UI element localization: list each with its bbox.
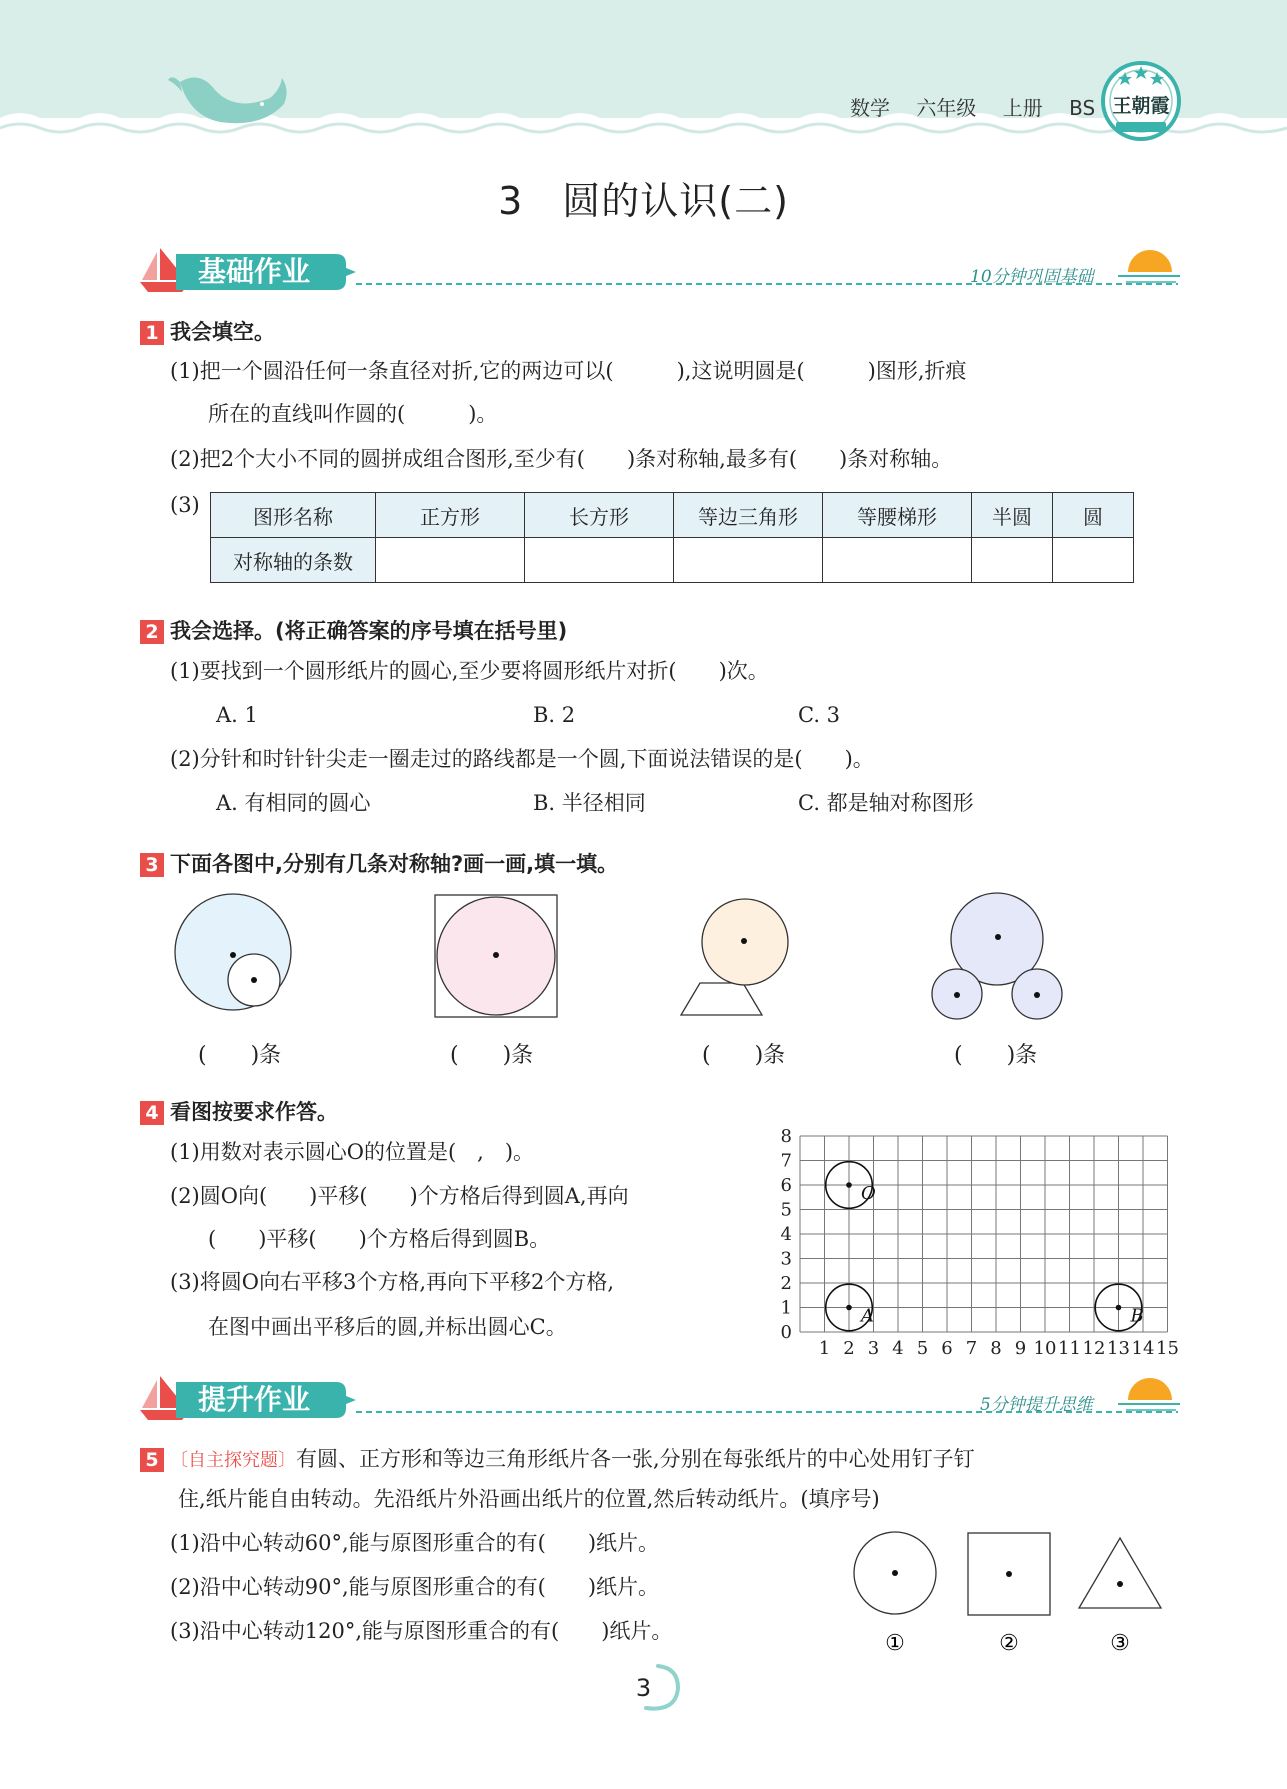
shape-square <box>968 1533 1050 1615</box>
y-tick-label: 4 <box>780 1224 792 1245</box>
table-header-axis-count: 对称轴的条数 <box>211 538 376 583</box>
shape-label: ② <box>999 1631 1019 1656</box>
q4-part1: (1)用数对表示圆心O的位置是( , )。 <box>170 1140 535 1164</box>
x-tick-label: 10 <box>1033 1338 1057 1359</box>
table-cell-shape: 等腰梯形 <box>823 493 972 538</box>
q1-part1b: 所在的直线叫作圆的( )。 <box>208 402 498 426</box>
x-tick-label: 8 <box>990 1338 1002 1359</box>
q3-caption: ( )条 <box>198 1043 282 1068</box>
answer-cell[interactable] <box>674 538 823 583</box>
q5-number: 5 <box>140 1448 164 1472</box>
page-title: 3 圆的认识(二) <box>498 179 789 223</box>
x-tick-label: 15 <box>1156 1338 1179 1359</box>
table-row <box>211 538 1134 583</box>
y-tick-label: 1 <box>780 1297 792 1319</box>
q2-part2-option-b: B. 半径相同 <box>533 791 646 815</box>
circle-center-A <box>846 1305 852 1311</box>
q5-tag: 〔自主探究题〕 <box>170 1450 296 1471</box>
header-band <box>0 0 1287 150</box>
x-tick-label: 9 <box>1014 1338 1027 1359</box>
figure-circle-in-square <box>435 895 557 1017</box>
circle-label-B: B <box>1130 1305 1144 1327</box>
q4-part2a: (2)圆O向( )平移( )个方格后得到圆A,再向 <box>170 1184 629 1208</box>
subject-label: 数学 <box>850 96 890 120</box>
figure-circle-on-trapezoid <box>681 899 788 1015</box>
q4-part3b: 在图中画出平移后的圆,并标出圆心C。 <box>208 1315 567 1339</box>
q3-caption: ( )条 <box>954 1043 1038 1068</box>
q5-shapes <box>848 1528 1168 1668</box>
answer-cell[interactable] <box>376 538 525 583</box>
edition-label: BS <box>1069 96 1096 120</box>
q3-heading <box>140 848 618 878</box>
q5-title-b: 住,纸片能自由转动。先沿纸片外沿画出纸片的位置,然后转动纸片。(填序号) <box>178 1487 880 1511</box>
table-cell-shape: 正方形 <box>376 493 525 538</box>
q1-part1a: (1)把一个圆沿任何一条直径对折,它的两边可以( ),这说明圆是( )图形,折痕 <box>170 359 967 383</box>
circle-label-O: O <box>861 1183 876 1204</box>
y-tick-label: 2 <box>780 1273 792 1294</box>
q4-part2b: ( )平移( )个方格后得到圆B。 <box>208 1227 551 1251</box>
coordinate-grid[interactable] <box>770 1120 1190 1360</box>
x-tick-label: 11 <box>1058 1338 1081 1359</box>
q1-number: 1 <box>140 321 164 345</box>
q1-title: 我会填空。 <box>170 320 275 344</box>
q5-part3: (3)沿中心转动120°,能与原图形重合的有( )纸片。 <box>170 1619 673 1643</box>
x-tick-label: 12 <box>1082 1338 1106 1359</box>
table-row <box>211 493 1134 538</box>
section-note-advanced: 5分钟提升思维 <box>980 1395 1093 1415</box>
q3-title: 下面各图中,分别有几条对称轴?画一画,填一填。 <box>170 852 619 876</box>
y-tick-label: 6 <box>780 1175 792 1196</box>
symmetry-table <box>210 492 1134 583</box>
q3-caption: ( )条 <box>702 1043 786 1068</box>
volume-label: 上册 <box>1002 96 1043 120</box>
answer-cell[interactable] <box>1053 538 1134 583</box>
q1-part2: (2)把2个大小不同的圆拼成组合图形,至少有( )条对称轴,最多有( )条对称轴。 <box>170 447 953 471</box>
q2-part1-option-b: B. 2 <box>533 703 576 727</box>
shape-triangle <box>1079 1538 1161 1608</box>
y-tick-label: 7 <box>780 1150 792 1172</box>
table-header-shape-name: 图形名称 <box>211 493 376 538</box>
brand-text: 王朝霞 <box>1112 95 1170 117</box>
q3-figures <box>160 885 1100 1025</box>
figure-nested-circles <box>175 894 291 1010</box>
answer-cell[interactable] <box>972 538 1053 583</box>
x-tick-label: 5 <box>916 1338 929 1359</box>
y-tick-label: 8 <box>780 1126 792 1147</box>
q2-part1-option-c: C. 3 <box>798 703 841 727</box>
circle-label-A: A <box>861 1305 874 1327</box>
q4-part3a: (3)将圆O向右平移3个方格,再向下平移2个方格, <box>170 1270 615 1294</box>
y-tick-label: 5 <box>780 1199 792 1221</box>
q1-part3-label: (3) <box>170 493 200 517</box>
section-label-advanced: 提升作业 <box>198 1383 311 1416</box>
figure-three-circles <box>932 893 1062 1019</box>
x-tick-label: 7 <box>965 1338 978 1359</box>
circle-center-B <box>1116 1305 1122 1311</box>
q2-part1-option-a: A. 1 <box>216 703 258 727</box>
q2-part2: (2)分针和时针针尖走一圈走过的路线都是一个圆,下面说法错误的是( )。 <box>170 747 874 771</box>
q4-heading <box>140 1096 338 1126</box>
sunrise-icon <box>1118 250 1180 282</box>
page-number: 3 <box>635 1674 652 1702</box>
q3-number: 3 <box>140 853 164 877</box>
q4-number: 4 <box>140 1101 164 1125</box>
shape-label: ① <box>885 1631 905 1656</box>
table-cell-shape: 等边三角形 <box>674 493 823 538</box>
grade-label: 六年级 <box>916 96 977 120</box>
table-cell-shape: 长方形 <box>525 493 674 538</box>
section-note-basic: 10分钟巩固基础 <box>970 267 1094 287</box>
x-tick-label: 13 <box>1107 1338 1130 1359</box>
q4-title: 看图按要求作答。 <box>170 1100 338 1124</box>
circle-center-O <box>846 1182 852 1188</box>
q5-part2: (2)沿中心转动90°,能与原图形重合的有( )纸片。 <box>170 1575 660 1599</box>
table-cell-shape: 半圆 <box>972 493 1053 538</box>
x-tick-label: 4 <box>892 1338 904 1359</box>
header-meta <box>850 92 1115 121</box>
q5-part1: (1)沿中心转动60°,能与原图形重合的有( )纸片。 <box>170 1531 660 1555</box>
shape-label: ③ <box>1110 1631 1130 1656</box>
answer-cell[interactable] <box>823 538 972 583</box>
q2-title: 我会选择。(将正确答案的序号填在括号里) <box>170 619 568 643</box>
x-tick-label: 3 <box>867 1338 880 1359</box>
q2-heading <box>140 615 567 645</box>
brand-badge-logo <box>1100 60 1182 142</box>
x-tick-label: 1 <box>818 1338 831 1359</box>
shape-circle <box>854 1532 936 1614</box>
y-tick-label: 0 <box>780 1322 792 1343</box>
q2-part2-option-c: C. 都是轴对称图形 <box>798 791 974 815</box>
answer-cell[interactable] <box>525 538 674 583</box>
section-label-basic: 基础作业 <box>198 255 311 288</box>
q1-heading <box>140 316 275 346</box>
q5-title-a: 有圆、正方形和等边三角形纸片各一张,分别在每张纸片的中心处用钉子钉 <box>296 1447 975 1471</box>
y-tick-label: 3 <box>780 1248 792 1270</box>
table-cell-shape: 圆 <box>1053 493 1134 538</box>
q2-part2-option-a: A. 有相同的圆心 <box>216 791 371 815</box>
q5-heading <box>140 1443 975 1473</box>
x-tick-label: 14 <box>1131 1338 1155 1359</box>
q2-part1: (1)要找到一个圆形纸片的圆心,至少要将圆形纸片对折( )次。 <box>170 659 769 683</box>
q3-caption: ( )条 <box>450 1043 534 1068</box>
sunrise-icon <box>1118 1378 1180 1410</box>
x-tick-label: 2 <box>843 1338 855 1359</box>
q2-number: 2 <box>140 620 164 644</box>
x-tick-label: 6 <box>941 1338 953 1359</box>
